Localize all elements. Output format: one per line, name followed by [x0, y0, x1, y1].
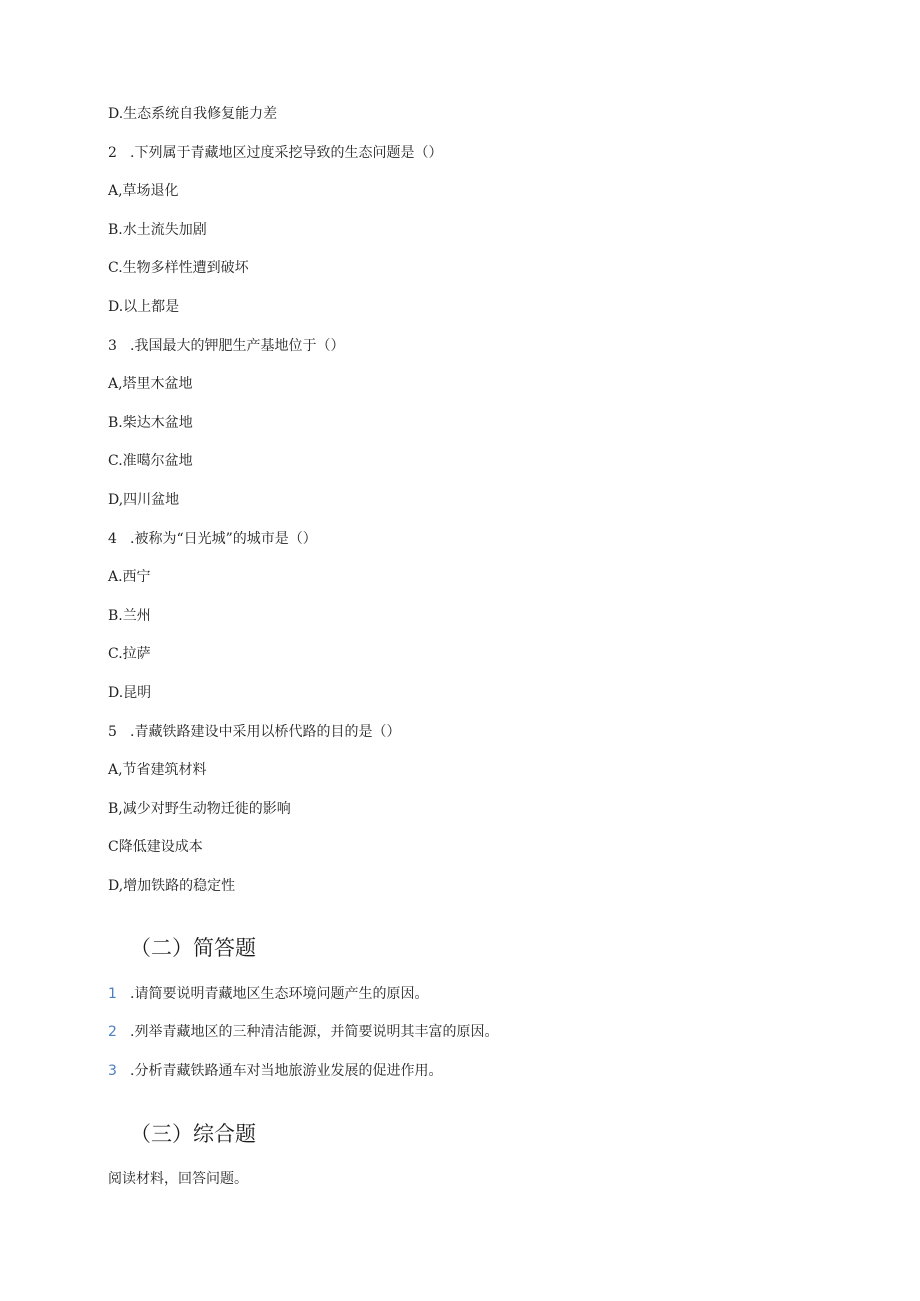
short-answer-item [108, 1022, 498, 1042]
short-answer-item [108, 984, 428, 1004]
option-2-c: C.生物多样性遭到破坏 [108, 260, 249, 276]
question-3 [108, 336, 344, 356]
item-number: 1 [108, 986, 117, 1002]
option-5-c: C降低建设成本 [108, 839, 203, 855]
option-2-a: A,草场退化 [108, 183, 179, 199]
question-text: .我国最大的钾肥生产基地位于（） [130, 338, 345, 354]
option-3-a: A,塔里木盆地 [108, 376, 193, 392]
section-heading-short-answer: （二）简答题 [130, 936, 256, 960]
section-intro: 阅读材料，回答问题。 [108, 1171, 248, 1187]
question-2 [108, 143, 442, 163]
item-number: 2 [108, 1024, 117, 1040]
option-5-a: A,节省建筑材料 [108, 762, 207, 778]
question-number: 4 [108, 531, 117, 547]
question-text: .被称为“日光城”的城市是（） [130, 531, 317, 547]
option-2-b: B.水土流失加剧 [108, 222, 207, 238]
item-text: .分析青藏铁路通车对当地旅游业发展的促进作用。 [130, 1063, 443, 1079]
item-number: 3 [108, 1063, 117, 1079]
option-2-d: D.以上都是 [108, 299, 180, 315]
item-text: .请简要说明青藏地区生态环境问题产生的原因。 [130, 986, 429, 1002]
option-3-b: B.柴达木盆地 [108, 415, 193, 431]
option-5-d: D,增加铁路的稳定性 [108, 878, 236, 894]
question-4 [108, 529, 317, 549]
option-4-b: B.兰州 [108, 608, 151, 624]
option-1-d: D.生态系统自我修复能力差 [108, 106, 278, 122]
question-number: 3 [108, 338, 117, 354]
option-4-a: A.西宁 [108, 569, 151, 585]
question-text: .青藏铁路建设中采用以桥代路的目的是（） [130, 724, 401, 740]
option-5-b: B,减少对野生动物迁徙的影响 [108, 801, 291, 817]
question-number: 2 [108, 145, 117, 161]
section-heading-comprehensive: （三）综合题 [130, 1122, 256, 1146]
option-3-c: C.准噶尔盆地 [108, 453, 193, 469]
question-number: 5 [108, 724, 117, 740]
option-3-d: D,四川盆地 [108, 492, 180, 508]
option-4-d: D.昆明 [108, 685, 152, 701]
option-4-c: C.拉萨 [108, 646, 151, 662]
short-answer-item [108, 1061, 442, 1081]
question-text: .下列属于青藏地区过度采挖导致的生态问题是（） [130, 145, 443, 161]
question-5 [108, 722, 400, 742]
item-text: .列举青藏地区的三种清洁能源，并简要说明其丰富的原因。 [130, 1024, 499, 1040]
